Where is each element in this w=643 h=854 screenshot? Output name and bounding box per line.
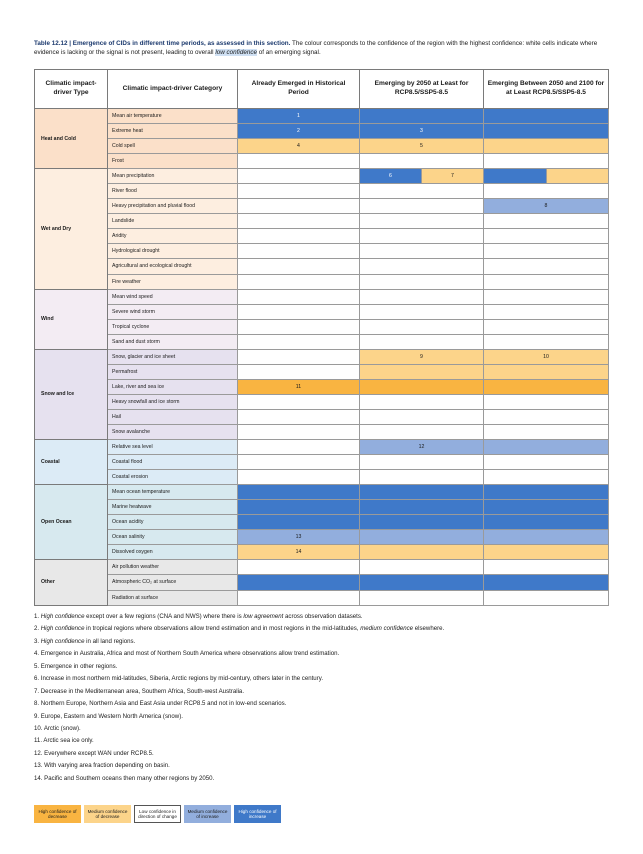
cid-category-cell: Sand and dust storm <box>108 334 238 349</box>
emergence-cell <box>484 424 609 439</box>
cid-category-cell: Dissolved oxygen <box>108 545 238 560</box>
emergence-cell <box>238 560 360 575</box>
table-row <box>35 124 609 139</box>
footnote-text: 14. Pacific and Southern oceans then many other regions by 2050. <box>34 774 215 782</box>
emergence-cell <box>484 154 609 169</box>
table-row <box>35 379 609 394</box>
emergence-cell <box>484 304 609 319</box>
emergence-cell <box>238 500 360 515</box>
confidence-legend <box>34 805 281 823</box>
emergence-cell: 11 <box>238 379 360 394</box>
emergence-cell <box>360 379 484 394</box>
cid-category-cell: Ocean acidity <box>108 515 238 530</box>
table-row <box>35 575 609 590</box>
emergence-cell <box>484 229 609 244</box>
table-row <box>35 590 609 605</box>
emergence-cell <box>484 109 609 124</box>
cid-category-cell: Atmospheric CO₂ at surface <box>108 575 238 590</box>
footnote <box>34 623 624 635</box>
table-row <box>35 530 609 545</box>
legend-item: Medium confidence of increase <box>184 805 231 823</box>
emergence-cell: 13 <box>238 530 360 545</box>
caption-text: The colour corresponds to the confidence of the region with the highest confidence: white cells indicate where evidence is lacking or the signal is not present, leading to overall <box>34 40 598 56</box>
table-row <box>35 184 609 199</box>
table-row <box>35 169 609 184</box>
cid-type-cell: Snow and Ice <box>35 349 108 439</box>
caption-title: Table 12.12 | Emergence of CIDs in different time periods, as assessed in this section. <box>34 40 291 47</box>
emergence-cell <box>238 485 360 500</box>
table-row <box>35 470 609 485</box>
footnote-text: High confidence <box>40 637 85 645</box>
caption-highlight: low confidence <box>215 48 257 56</box>
emergence-cell <box>360 169 484 184</box>
emergence-cell <box>484 560 609 575</box>
cid-category-cell: Mean ocean temperature <box>108 485 238 500</box>
footnote-text: 5. Emergence in other regions. <box>34 662 118 670</box>
emergence-cell <box>484 214 609 229</box>
legend-item: Low confidence in direction of change <box>134 805 181 823</box>
cid-category-cell: Aridity <box>108 229 238 244</box>
emergence-cell: 14 <box>238 545 360 560</box>
footnote-text: High confidence <box>40 613 85 620</box>
footnotes <box>34 611 624 785</box>
emergence-cell <box>360 485 484 500</box>
cid-category-cell: Mean air temperature <box>108 109 238 124</box>
cid-category-cell: Agricultural and ecological drought <box>108 259 238 274</box>
emergence-cell <box>238 515 360 530</box>
cid-category-cell: Hydrological drought <box>108 244 238 259</box>
table-row <box>35 274 609 289</box>
cid-category-cell: Fire weather <box>108 274 238 289</box>
footnote-text: 4. Emergence in Australia, Africa and most of Northern South America where observations allow trend estimation. <box>34 650 340 658</box>
table-row <box>35 515 609 530</box>
table-row <box>35 109 609 124</box>
table-row <box>35 139 609 154</box>
table-row <box>35 424 609 439</box>
footnote-text: 1. <box>34 613 41 620</box>
emergence-split-cell: 7 <box>422 169 483 183</box>
table-row <box>35 259 609 274</box>
cid-category-cell: Extreme heat <box>108 124 238 139</box>
emergence-cell <box>360 319 484 334</box>
table-row <box>35 485 609 500</box>
emergence-cell <box>238 244 360 259</box>
emergence-cell <box>360 259 484 274</box>
footnote-text: 8. Northern Europe, Northern Asia and East Asia under RCP8.5 and not in low-end scenarios. <box>34 700 287 708</box>
footnote <box>34 686 624 698</box>
cid-type-cell: Open Ocean <box>35 485 108 560</box>
emergence-cell <box>484 470 609 485</box>
cid-category-cell: Hail <box>108 409 238 424</box>
emergence-cell <box>360 515 484 530</box>
emergence-cell <box>360 334 484 349</box>
cid-category-cell: Mean wind speed <box>108 289 238 304</box>
cid-type-cell: Wind <box>35 289 108 349</box>
footnote <box>34 773 624 785</box>
emergence-cell: 12 <box>360 440 484 455</box>
emergence-cell <box>360 199 484 214</box>
emergence-cell: 8 <box>484 199 609 214</box>
header-historical: Already Emerged in Historical Period <box>238 70 360 109</box>
table-row <box>35 214 609 229</box>
footnote <box>34 723 624 735</box>
emergence-cell <box>238 349 360 364</box>
emergence-cell <box>238 440 360 455</box>
footnote <box>34 711 624 723</box>
emergence-cell <box>360 274 484 289</box>
table-row <box>35 349 609 364</box>
emergence-cell <box>360 244 484 259</box>
emergence-cell: 9 <box>360 349 484 364</box>
table-row <box>35 334 609 349</box>
footnote-text: 2. <box>34 625 41 633</box>
cid-category-cell: Mean precipitation <box>108 169 238 184</box>
header-by-2050: Emerging by 2050 at Least for RCP8.5/SSP5-8.5 <box>360 70 484 109</box>
table-row <box>35 500 609 515</box>
footnote-text: across observation datasets. <box>283 613 363 620</box>
emergence-cell <box>238 334 360 349</box>
cid-type-cell: Heat and Cold <box>35 109 108 169</box>
cid-category-cell: Heavy precipitation and pluvial flood <box>108 199 238 214</box>
emergence-cell <box>238 214 360 229</box>
table-row <box>35 229 609 244</box>
table-row <box>35 289 609 304</box>
emergence-cell <box>360 470 484 485</box>
cid-type-cell: Wet and Dry <box>35 169 108 289</box>
footnote-text: in tropical regions where observations allow trend estimation and in most regions in the mid-latitudes, <box>84 625 361 633</box>
cid-category-cell: Marine heatwave <box>108 500 238 515</box>
emergence-cell <box>484 259 609 274</box>
emergence-cell: 3 <box>360 124 484 139</box>
emergence-cell <box>484 139 609 154</box>
emergence-cell <box>484 575 609 590</box>
cid-category-cell: Tropical cyclone <box>108 319 238 334</box>
footnote-text: High confidence <box>40 625 85 633</box>
table-row <box>35 364 609 379</box>
emergence-cell <box>360 154 484 169</box>
footnote <box>34 661 624 673</box>
emergence-cell <box>484 530 609 545</box>
emergence-cell <box>238 470 360 485</box>
emergence-cell <box>484 319 609 334</box>
emergence-cell: 5 <box>360 139 484 154</box>
cid-category-cell: Lake, river and sea ice <box>108 379 238 394</box>
footnote-text: 6. Increase in most northern mid-latitudes, Siberia, Arctic regions by mid-century, others later in the century. <box>34 675 324 683</box>
emergence-cell <box>484 394 609 409</box>
emergence-cell <box>360 500 484 515</box>
emergence-cell <box>360 304 484 319</box>
table-row <box>35 560 609 575</box>
cid-category-cell: Snow avalanche <box>108 424 238 439</box>
cid-category-cell: Frost <box>108 154 238 169</box>
emergence-cell <box>360 530 484 545</box>
table-row <box>35 409 609 424</box>
emergence-cell <box>484 334 609 349</box>
emergence-cell <box>238 424 360 439</box>
cid-category-cell: River flood <box>108 184 238 199</box>
emergence-cell <box>360 424 484 439</box>
table-row <box>35 244 609 259</box>
table-caption <box>34 40 624 57</box>
emergence-cell: 4 <box>238 139 360 154</box>
emergence-cell <box>484 590 609 605</box>
emergence-cell <box>484 440 609 455</box>
emergence-cell <box>360 289 484 304</box>
header-2050-2100: Emerging Between 2050 and 2100 for at Least RCP8.5/SSP5-8.5 <box>484 70 609 109</box>
footnote-text: 9. Europe, Eastern and Western North America (snow). <box>34 712 183 720</box>
cid-type-cell: Coastal <box>35 440 108 485</box>
table-row <box>35 154 609 169</box>
footnote <box>34 735 624 747</box>
emergence-cell <box>238 455 360 470</box>
emergence-cell <box>238 409 360 424</box>
cid-category-cell: Relative sea level <box>108 440 238 455</box>
emergence-cell <box>484 500 609 515</box>
emergence-cell <box>484 515 609 530</box>
emergence-cell <box>238 289 360 304</box>
table-row <box>35 394 609 409</box>
footnote <box>34 698 624 710</box>
emergence-cell <box>360 394 484 409</box>
cid-category-cell: Coastal flood <box>108 455 238 470</box>
emergence-cell <box>360 229 484 244</box>
footnote <box>34 673 624 685</box>
emergence-cell <box>238 154 360 169</box>
emergence-cell <box>484 409 609 424</box>
footnote <box>34 636 624 648</box>
emergence-cell <box>360 560 484 575</box>
emergence-cell <box>238 199 360 214</box>
emergence-cell <box>238 575 360 590</box>
emergence-cell <box>484 169 609 184</box>
cid-category-cell: Air pollution weather <box>108 560 238 575</box>
emergence-cell: 1 <box>238 109 360 124</box>
emergence-cell <box>238 319 360 334</box>
emergence-cell <box>360 184 484 199</box>
table-row <box>35 199 609 214</box>
emergence-cell <box>238 184 360 199</box>
emergence-cell <box>484 485 609 500</box>
emergence-cell <box>238 590 360 605</box>
footnote-text: in all land regions. <box>84 637 136 645</box>
cid-category-cell: Landslide <box>108 214 238 229</box>
cid-category-cell: Severe wind storm <box>108 304 238 319</box>
cid-type-cell: Other <box>35 560 108 605</box>
footnote-text: 13. With varying area fraction depending on basin. <box>34 762 170 770</box>
footnote-text: elsewhere. <box>413 625 445 633</box>
emergence-cell <box>484 124 609 139</box>
header-cid-category: Climatic impact-driver Category <box>108 70 238 109</box>
footnote <box>34 760 624 772</box>
emergence-cell <box>238 394 360 409</box>
emergence-split-cell: 6 <box>360 169 422 183</box>
legend-item: High confidence of decrease <box>34 805 81 823</box>
footnote <box>34 648 624 660</box>
cid-category-cell: Snow, glacier and ice sheet <box>108 349 238 364</box>
footnote-text: medium confidence <box>360 625 414 633</box>
footnote-text: low agreement <box>243 613 284 620</box>
emergence-cell <box>484 379 609 394</box>
footnote-text: 12. Everywhere except WAN under RCP8.5. <box>34 749 154 757</box>
cid-category-cell: Coastal erosion <box>108 470 238 485</box>
cid-category-cell: Heavy snowfall and ice storm <box>108 394 238 409</box>
footnote-text: 10. Arctic (snow). <box>34 724 81 732</box>
cid-emergence-table <box>34 69 609 606</box>
emergence-cell <box>238 229 360 244</box>
table-row <box>35 319 609 334</box>
emergence-cell <box>238 259 360 274</box>
cid-category-cell: Permafrost <box>108 364 238 379</box>
header-cid-type: Climatic impact-driver Type <box>35 70 108 109</box>
cid-category-cell: Ocean salinity <box>108 530 238 545</box>
legend-item: Medium confidence of decrease <box>84 805 131 823</box>
table-row <box>35 304 609 319</box>
cid-category-cell: Cold spell <box>108 139 238 154</box>
emergence-cell <box>238 274 360 289</box>
legend-item: High confidence of increase <box>234 805 281 823</box>
footnote <box>34 611 624 623</box>
emergence-cell <box>360 545 484 560</box>
emergence-cell <box>484 289 609 304</box>
emergence-cell <box>484 244 609 259</box>
table-row <box>35 545 609 560</box>
emergence-cell <box>360 455 484 470</box>
table-row <box>35 440 609 455</box>
emergence-cell: 2 <box>238 124 360 139</box>
emergence-cell <box>360 590 484 605</box>
emergence-cell <box>238 304 360 319</box>
emergence-cell <box>484 545 609 560</box>
footnote-text: 3. <box>34 637 41 645</box>
emergence-cell: 10 <box>484 349 609 364</box>
table-row <box>35 455 609 470</box>
emergence-cell <box>360 364 484 379</box>
emergence-cell <box>238 364 360 379</box>
table-header-row <box>35 70 609 109</box>
footnote <box>34 748 624 760</box>
emergence-split-cell <box>484 169 547 183</box>
caption-text-end: of an emerging signal. <box>258 48 321 56</box>
emergence-cell <box>484 274 609 289</box>
emergence-split-cell <box>547 169 609 183</box>
emergence-cell <box>484 364 609 379</box>
footnote-text: 11. Arctic sea ice only. <box>34 737 94 745</box>
emergence-cell <box>484 455 609 470</box>
emergence-cell <box>484 184 609 199</box>
emergence-cell <box>360 409 484 424</box>
table-body <box>35 109 609 606</box>
emergence-cell <box>360 575 484 590</box>
emergence-cell <box>360 109 484 124</box>
emergence-cell <box>238 169 360 184</box>
cid-category-cell: Radiation at surface <box>108 590 238 605</box>
emergence-cell <box>360 214 484 229</box>
footnote-text: 7. Decrease in the Mediterranean area, Southern Africa, South-west Australia. <box>34 687 245 695</box>
footnote-text: except over a few regions (CNA and NWS) where there is <box>84 613 244 620</box>
